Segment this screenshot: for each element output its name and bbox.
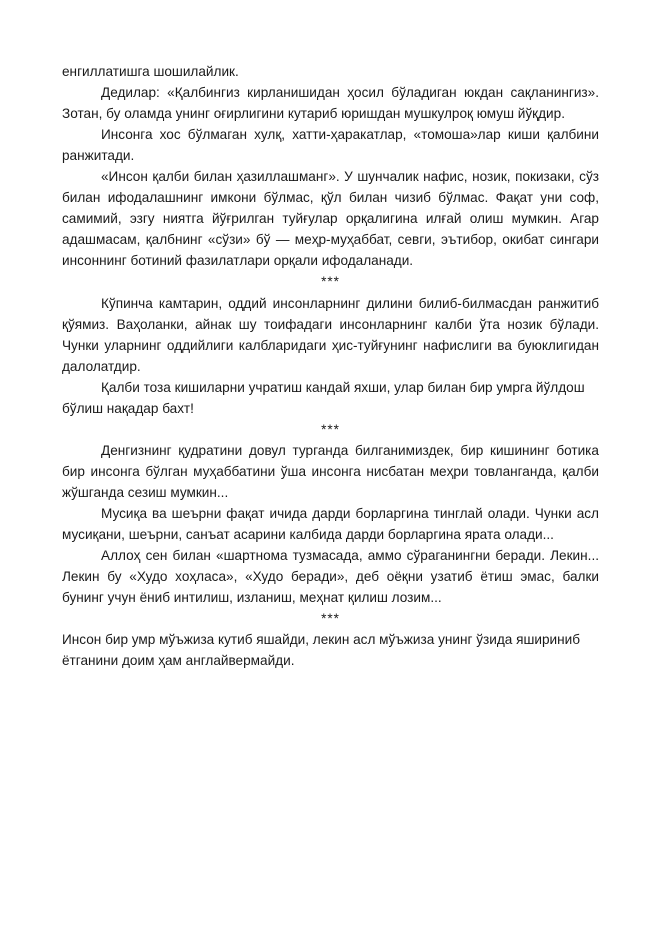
paragraph: Аллоҳ сен билан «шартнома тузмасада, аммо сўраганингни беради. Лекин... Лекин бу «Худо хоҳласа», «Худо беради», деб оёқни узатиб ётиш эмас, балки бунинг учун ёниб интилиш, изланиш, меҳнат қилиш лозим... — [62, 548, 599, 606]
paragraph: Инсонга хос бўлмаган хулқ, хатти-ҳаракатлар, «томоша»лар киши қалбини ранжитади. — [62, 127, 599, 164]
paragraph: Кўпинча камтарин, оддий инсонларнинг дилини билиб-билмасдан ранжитиб қўямиз. Ваҳоланки, айнак шу тоифадаги инсонларнинг калби ўта нозик бўлади. Чунки уларнинг оддийлиги калбларидаги ҳис-туйғунинг нафислиги ва буюклигидан далолатдир. — [62, 295, 599, 374]
paragraph: енгиллатишга шошилайлик. — [62, 64, 239, 79]
paragraph: Денгизнинг қудратини довул турганда билганимиздек, бир кишининг ботика бир инсонга бўлган муҳаббатини ўша инсонга нисбатан меҳри товланганда, қалби жўшганда сезиш мумкин... — [62, 442, 599, 500]
section-separator: *** — [321, 421, 340, 437]
document-body — [62, 61, 599, 671]
paragraph: Мусиқа ва шеърни фақат ичида дарди борларгина тинглай олади. Чунки асл мусиқани, шеърни, санъат асарини калбида дарди борларгина ярата олади... — [62, 505, 599, 543]
section-separator: *** — [321, 274, 340, 290]
section-separator: *** — [321, 611, 340, 627]
paragraph: Инсон бир умр мўъжиза кутиб яшайди, лекин асл мўъжиза унинг ўзида яшириниб ётганини доим ҳам англайвермайди. — [62, 632, 580, 669]
paragraph: «Инсон қалби билан ҳазиллашманг». У шунчалик нафис, нозик, покизаки, сўз билан ифодалашнинг имкони бўлмас, қўл билан чизиб бўлмас. Фақат уни соф, самимий, эзгу ниятга йўғрилган туйғулар орқалигина илғай олиш мумкин. Агар адашмасам, қалбнинг «сўзи» бў — меҳр-муҳаббат, севги, эътибор, окибат сингари инсоннинг ботиний фазилатлари орқали ифодаланади. — [62, 169, 599, 269]
paragraph: Дедилар: «Қалбингиз кирланишидан ҳосил бўладиган юкдан сақланингиз». Зотан, бу оламда унинг оғирлигини кутариб юришдан мушкулроқ юмуш йўқдир. — [62, 85, 599, 122]
paragraph: Қалби тоза кишиларни учратиш кандай яхши, улар билан бир умрга йўлдош бўлиш нақадар бахт! — [62, 379, 585, 416]
